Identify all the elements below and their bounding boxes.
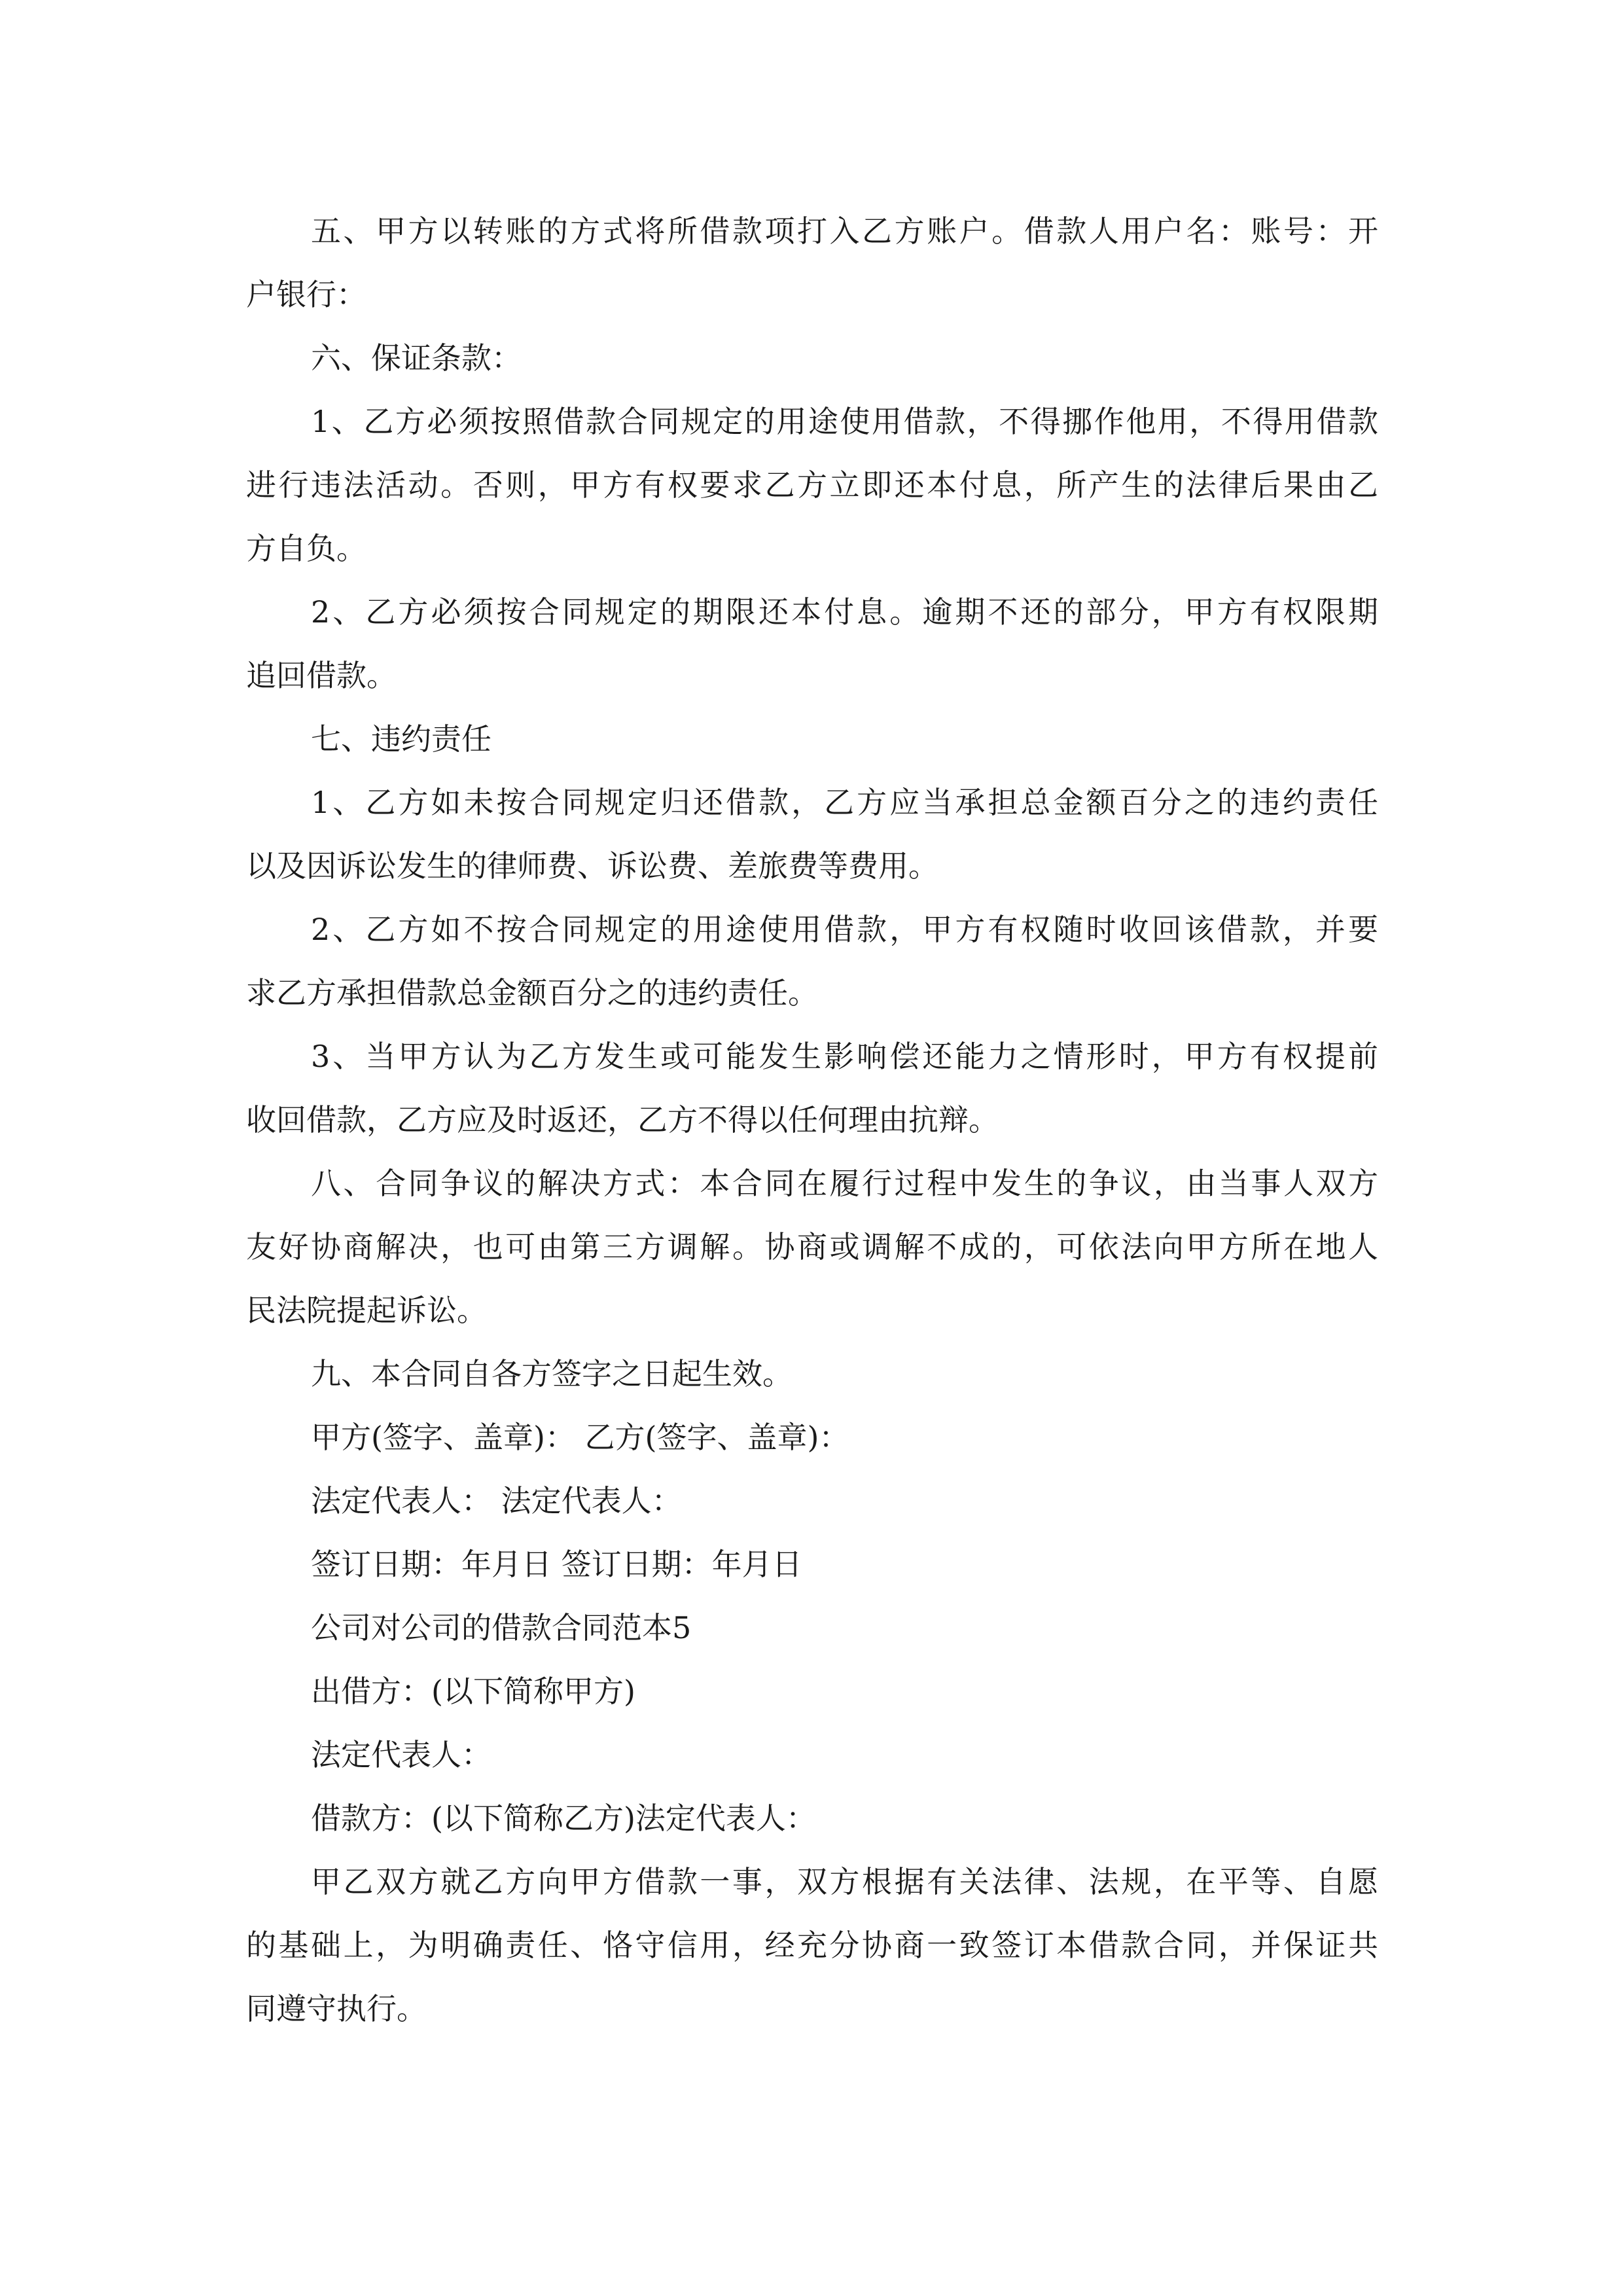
contract-title: 公司对公司的借款合同范本5 (311, 1610, 692, 1645)
text-line: 1、乙方必须按照借款合同规定的用途使用借款，不得挪作他用，不得用借款 (311, 404, 1378, 439)
text-line: 甲乙双方就乙方向甲方借款一事，双方根据有关法律、法规，在平等、自愿 (311, 1864, 1378, 1899)
text-line: 以及因诉讼发生的律师费、诉讼费、差旅费等费用。 (246, 848, 938, 884)
text-line: 五、甲方以转账的方式将所借款项打入乙方账户。借款人用户名：账号：开 (311, 213, 1378, 249)
section-heading: 七、违约责任 (311, 721, 491, 757)
text-line: 的基础上，为明确责任、恪守信用，经充分协商一致签订本借款合同，并保证共 (246, 1928, 1378, 1963)
text-line: 方自负。 (246, 531, 366, 566)
text-line: 户银行： (246, 277, 366, 312)
party-line: 出借方：(以下简称甲方) (311, 1674, 635, 1709)
signature-line: 法定代表人： 法定代表人： (311, 1483, 682, 1518)
signature-line: 甲方(签字、盖章)： 乙方(签字、盖章)： (311, 1420, 849, 1455)
document-body (246, 200, 1378, 2041)
text-line: 追回借款。 (246, 658, 397, 693)
text-line: 1、乙方如未按合同规定归还借款，乙方应当承担总金额百分之的违约责任 (311, 785, 1378, 820)
text-line: 收回借款，乙方应及时返还，乙方不得以任何理由抗辩。 (246, 1102, 999, 1138)
section-heading: 六、保证条款： (311, 340, 522, 376)
text-line: 同遵守执行。 (246, 1991, 427, 2026)
text-line: 求乙方承担借款总金额百分之的违约责任。 (246, 975, 818, 1011)
text-line: 民法院提起诉讼。 (246, 1293, 487, 1328)
text-line: 2、乙方如不按合同规定的用途使用借款，甲方有权随时收回该借款，并要 (311, 912, 1378, 947)
text-line: 3、当甲方认为乙方发生或可能发生影响偿还能力之情形时，甲方有权提前 (311, 1039, 1378, 1074)
party-line: 借款方：(以下简称乙方)法定代表人： (311, 1801, 816, 1836)
text-line: 友好协商解决，也可由第三方调解。协商或调解不成的，可依法向甲方所在地人 (246, 1229, 1378, 1265)
text-line: 九、本合同自各方签字之日起生效。 (311, 1356, 793, 1391)
text-line: 进行违法活动。否则，甲方有权要求乙方立即还本付息，所产生的法律后果由乙 (246, 467, 1378, 503)
party-line: 法定代表人： (311, 1737, 491, 1772)
text-line: 八、合同争议的解决方式：本合同在履行过程中发生的争议，由当事人双方 (311, 1166, 1378, 1201)
signature-line: 签订日期：年月日 签订日期：年月日 (311, 1547, 802, 1582)
text-line: 2、乙方必须按合同规定的期限还本付息。逾期不还的部分，甲方有权限期 (311, 594, 1378, 630)
